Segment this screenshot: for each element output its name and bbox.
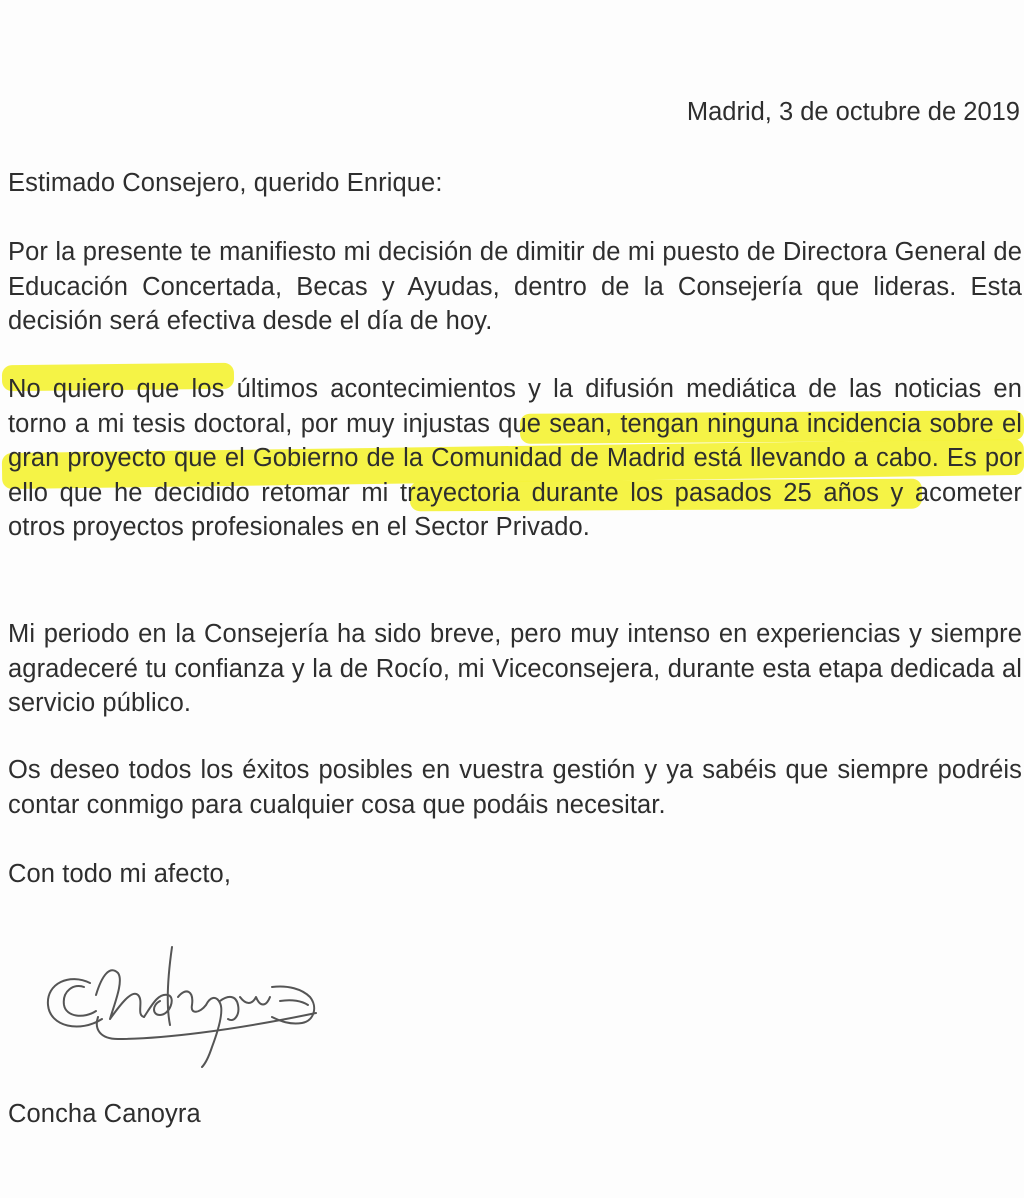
handwritten-signature (40, 935, 340, 1075)
paragraph-reasons (8, 372, 1022, 545)
paragraph-gratitude: Mi periodo en la Consejería ha sido breve, pero muy intenso en experiencias y siempre agradeceré tu confianza y la de Rocío, mi Viceconsejera, durante esta etapa dedicada al servicio público. (8, 620, 1022, 717)
paragraph-reasons-part1: No quiero que los últimos acontecimientos y la difusión mediática de las noticias en torno a mi tesis doctoral, por (8, 375, 1022, 438)
paragraph-reasons-part2: proyecto que el Gobierno de la Comunidad de Madrid está llevando a cabo. Es por ello que (8, 444, 1022, 507)
signature-name: Concha Canoyra (8, 1100, 201, 1128)
letter-date: Madrid, 3 de octubre de 2019 (686, 98, 1020, 126)
paragraph-resignation: Por la presente te manifiesto mi decisión de dimitir de mi puesto de Directora General de Educación Concertada, Becas y Ayudas, dentro de la Consejería que lideras. Esta decisión será efectiva desde el día de hoy. (8, 238, 1022, 335)
letter-closing: Con todo mi afecto, (8, 860, 232, 888)
paragraph-reasons-part3: durante los pasados 25 años y acometer otros proyectos profesionales en el Sector Privado. (8, 478, 1022, 541)
highlighted-text-2: he decidido retomar mi trayectoria (113, 478, 521, 507)
letter-salutation: Estimado Consejero, querido Enrique: (8, 169, 443, 197)
highlighted-text-1: muy injustas que sean, tengan ninguna incidencia sobre el gran (8, 409, 1022, 472)
paragraph-farewell: Os deseo todos los éxitos posibles en vuestra gestión y ya sabéis que siempre podréis contar conmigo para cualquier cosa que podáis necesitar. (8, 756, 1022, 819)
